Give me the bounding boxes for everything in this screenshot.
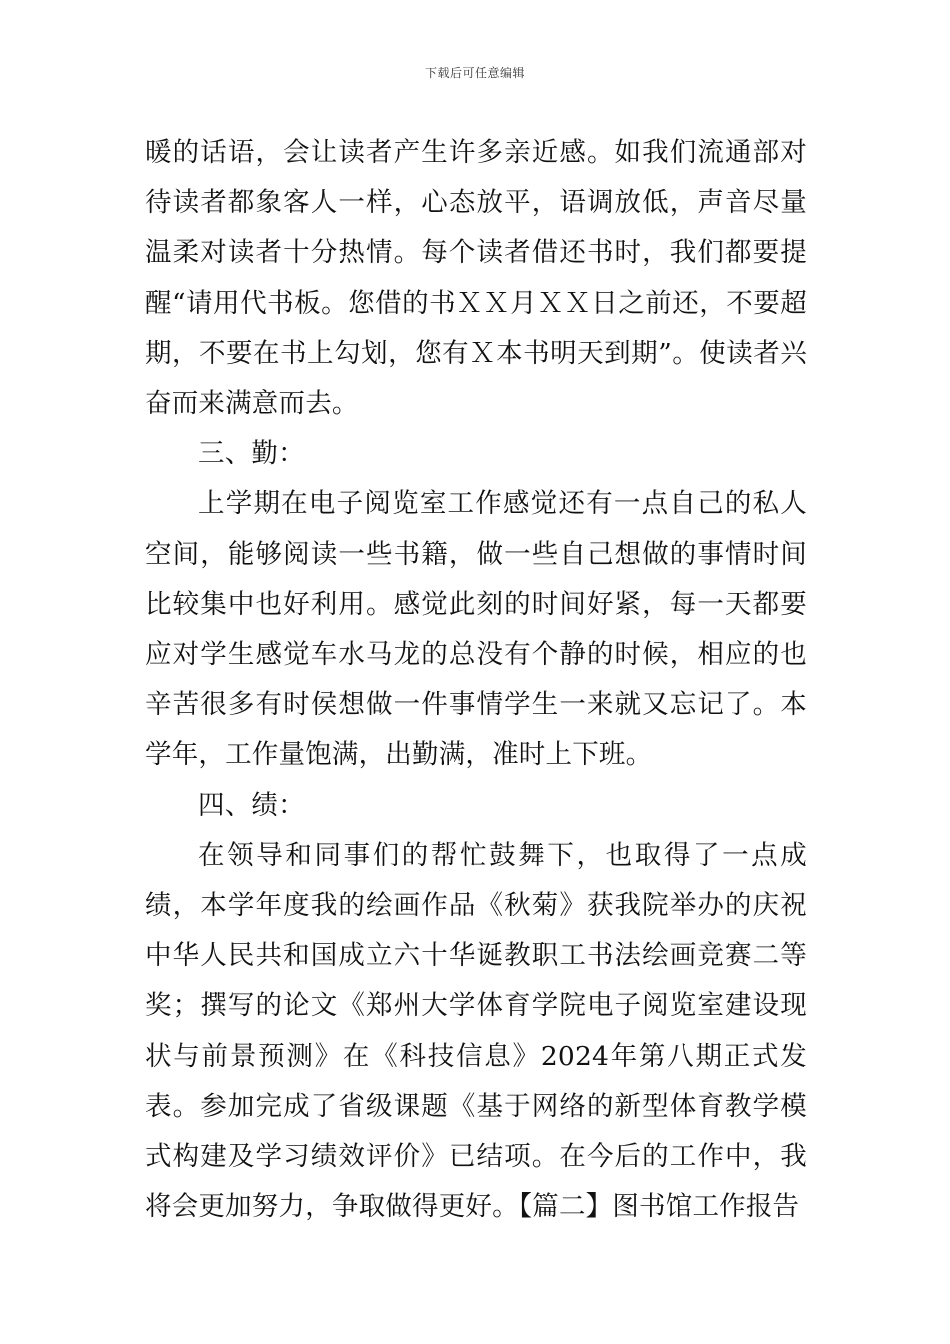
section-heading-achievements: 四、绩：: [198, 789, 305, 821]
document-body: [145, 128, 807, 1232]
paragraph-achievements: 在领导和同事们的帮忙鼓舞下，也取得了一点成绩，本学年度我的绘画作品《秋菊》获我院举办的庆祝中华人民共和国成立六十华诞教职工书法绘画竞赛二等奖；撰写的论文《郑州大学体育学院电子阅览室建设现状与前景预测》在《科技信息》2024年第八期正式发表。参加完成了省级课题《基于网络的新型体育教学模式构建及学习绩效评价》已结项。在今后的工作中，我将会更加努力，争取做得更好。【篇二】图书馆工作报告: [145, 839, 807, 1223]
section-heading-diligence: 三、勤：: [198, 438, 305, 470]
header-note: 下载后可任意编辑: [424, 66, 525, 80]
paragraph-continuation: 暖的话语，会让读者产生许多亲近感。如我们流通部对待读者都象客人一样，心态放平，语调放低，声音尽量温柔对读者十分热情。每个读者借还书时，我们都要提醒“请用代书板。您借的书ＸＸ月ＸＸ日之前还，不要超期，不要在书上勾划，您有Ｘ本书明天到期”。使读者兴奋而来满意而去。: [145, 137, 807, 420]
paragraph-diligence: 上学期在电子阅览室工作感觉还有一点自己的私人空间，能够阅读一些书籍，做一些自己想做的事情时间比较集中也好利用。感觉此刻的时间好紧，每一天都要应对学生感觉车水马龙的总没有个静的时候，相应的也辛苦很多有时侯想做一件事情学生一来就又忘记了。本学年，工作量饱满，出勤满，准时上下班。: [145, 488, 807, 771]
